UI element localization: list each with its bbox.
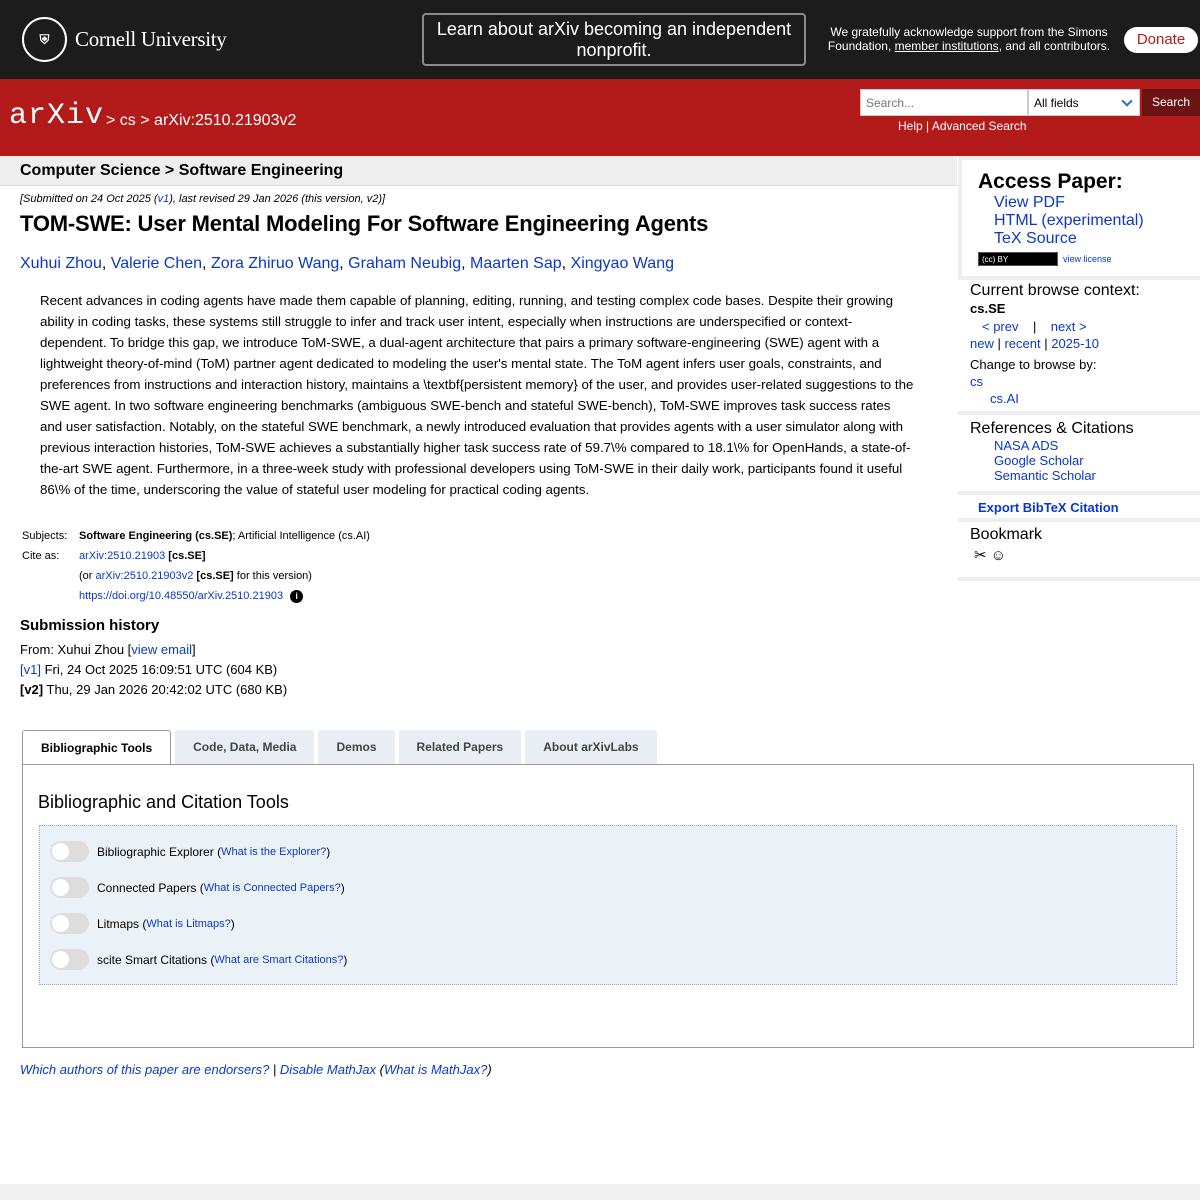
- litmaps-toggle[interactable]: [50, 913, 89, 934]
- tools-heading: Bibliographic and Citation Tools: [38, 792, 289, 812]
- info-icon[interactable]: i: [290, 590, 303, 603]
- v2-tag: [v2]: [20, 682, 44, 697]
- google-scholar-link[interactable]: Google Scholar: [994, 453, 1084, 468]
- cite2-tag: [cs.SE]: [196, 570, 234, 582]
- submission-history-heading: Submission history: [20, 617, 160, 634]
- tab-bibliographic-tools[interactable]: Bibliographic Tools: [22, 730, 171, 765]
- references-box: [958, 415, 1200, 491]
- tex-source-link[interactable]: TeX Source: [994, 230, 1077, 247]
- bookmark-heading: Bookmark: [970, 526, 1043, 543]
- references-heading: References & Citations: [970, 420, 1134, 437]
- member-institutions-link[interactable]: member institutions: [894, 39, 999, 53]
- author-link[interactable]: Xingyao Wang: [570, 255, 674, 272]
- cite-id-link[interactable]: arXiv:2510.21903: [79, 550, 166, 562]
- tab-related-papers[interactable]: Related Papers: [399, 730, 522, 764]
- tab-about-arxivlabs[interactable]: About arXivLabs: [525, 730, 656, 764]
- paper-metadata: [22, 526, 370, 606]
- view-email-link[interactable]: view email: [131, 642, 192, 657]
- search-button[interactable]: Search: [1142, 89, 1200, 116]
- search-input[interactable]: Search...: [860, 89, 1028, 116]
- tab-demos[interactable]: Demos: [318, 730, 394, 764]
- submission-dateline: [20, 193, 385, 205]
- html-link[interactable]: HTML (experimental): [994, 212, 1144, 229]
- cite-label: Cite as:: [22, 550, 60, 562]
- donate-button[interactable]: Donate: [1124, 27, 1198, 53]
- tab-code-data-media[interactable]: Code, Data, Media: [175, 730, 314, 764]
- export-bibtex-link[interactable]: Export BibTeX Citation: [978, 500, 1119, 515]
- access-paper-box: [962, 160, 1200, 276]
- nonprofit-banner[interactable]: Learn about arXiv becoming an independent nonprofit.: [422, 13, 806, 66]
- tool-label: Bibliographic Explorer: [97, 844, 214, 859]
- dateline-pre: [Submitted on 24 Oct 2025 (: [20, 193, 158, 205]
- browse-context-box: Current browse context: cs.SE < prev | next > new | recent | 2025-10 Change to browse by: cs cs.AI: [958, 280, 1200, 411]
- help-links: Help | Advanced Search: [898, 119, 1027, 133]
- disable-mathjax-link[interactable]: Disable MathJax: [279, 1062, 377, 1077]
- tool-help-link[interactable]: What are Smart Citations?: [214, 953, 344, 966]
- help-link[interactable]: Help: [898, 119, 923, 133]
- advanced-search-link[interactable]: Advanced Search: [931, 119, 1027, 133]
- cite-tag: [cs.SE]: [168, 550, 206, 562]
- cc-license-icon[interactable]: (cc) BY: [978, 252, 1058, 266]
- view-pdf-link[interactable]: View PDF: [994, 194, 1065, 211]
- author-link[interactable]: Xuhui Zhou: [20, 255, 102, 272]
- bibsonomy-icon[interactable]: ✂: [974, 547, 987, 564]
- prev-link[interactable]: < prev: [982, 319, 1019, 334]
- v2-date: Thu, 29 Jan 2026 20:42:02 UTC (680 KB): [43, 682, 288, 697]
- view-license-link[interactable]: view license: [1063, 254, 1112, 264]
- access-paper-heading: Access Paper:: [978, 170, 1123, 193]
- labs-tabs: [22, 730, 661, 765]
- tool-label: Litmaps: [97, 916, 140, 931]
- semantic-scholar-link[interactable]: Semantic Scholar: [994, 468, 1096, 483]
- what-is-mathjax-link[interactable]: What is MathJax?: [383, 1062, 488, 1077]
- cite2-id-link[interactable]: arXiv:2510.21903v2: [95, 570, 194, 582]
- crumb-sep: >: [140, 112, 150, 129]
- abstract: Recent advances in coding agents have made them capable of planning, editing, running, and testing complex code bases. Despite their growing ability in coding tasks, these systems still struggle to infer and track user intent, especially when instructions are underspecified or context-dependent. To bridge this gap, we introduce ToM-SWE, a dual-agent architecture that pairs a primary software-engineering (SWE) agent with a lightweight theory-of-mind (ToM) partner agent dedicated to modeling the user's mental state. The ToM agent infers user goals, constraints, and preferences from instructions and interaction history, maintains a \textbf{persistent memory} of the user, and provides user-related suggestions to the SWE agent. In two software engineering benchmarks (ambiguous SWE-bench and stateful SWE-bench), ToM-SWE improves task success rates and user satisfaction. Notably, on the stateful SWE benchmark, a newly introduced evaluation that provides agents with a user simulator along with previous interaction histories, ToM-SWE achieves a substantially higher task success rate of 59.7\% compared to 18.1\% for OpenHands, a state-of-the-art SWE agent. Furthermore, in a three-week study with professional developers using ToM-SWE in their daily work, participants found it useful 86\% of the time, underscoring the value of stateful user modeling for practical coding agents.: [40, 293, 914, 497]
- search-field-value: All fields: [1034, 96, 1079, 110]
- tool-row: scite Smart Citations ( What are Smart Citations? ): [50, 949, 347, 970]
- next-link[interactable]: next >: [1050, 319, 1087, 334]
- recent-link[interactable]: recent: [1004, 336, 1041, 351]
- ack-text: We gratefully acknowledge support from the Simons Foundation,: [827, 25, 1108, 53]
- cornell-seal-icon: ⛨: [22, 17, 67, 62]
- new-link[interactable]: new: [970, 336, 994, 351]
- nasa-ads-link[interactable]: NASA ADS: [994, 438, 1059, 453]
- v1-date: Fri, 24 Oct 2025 16:09:51 UTC (604 KB): [40, 662, 278, 677]
- submission-history: [20, 640, 287, 700]
- author-link[interactable]: Maarten Sap: [470, 255, 562, 272]
- author-list: Xuhui Zhou, Valerie Chen, Zora Zhiruo Wang, Graham Neubig, Maarten Sap, Xingyao Wang: [20, 255, 674, 272]
- subjects-label: Subjects:: [22, 530, 68, 542]
- browse-context-value: cs.SE: [970, 301, 1006, 316]
- tool-help-link[interactable]: What is Connected Papers?: [203, 881, 341, 894]
- author-link[interactable]: Valerie Chen: [110, 255, 203, 272]
- bibliographic-explorer-toggle[interactable]: [50, 841, 89, 862]
- subject-bar: [0, 156, 957, 186]
- subject-bar-text: Computer Science > Software Engineering: [20, 162, 344, 179]
- tool-label: Connected Papers: [97, 880, 197, 895]
- arxiv-logo[interactable]: arXiv: [9, 99, 105, 133]
- doi-link[interactable]: https://doi.org/10.48550/arXiv.2510.21903: [79, 590, 284, 602]
- tool-row: Connected Papers ( What is Connected Papers? ): [50, 877, 345, 898]
- dateline-post: ), last revised 29 Jan 2026 (this version, v2)]: [169, 193, 386, 205]
- browse-cs-link[interactable]: cs: [970, 374, 983, 389]
- tool-help-link[interactable]: What is the Explorer?: [221, 845, 327, 858]
- crumb-cs-link[interactable]: cs: [119, 112, 136, 129]
- footer-links: Which authors of this paper are endorsers? | Disable MathJax (What is MathJax?): [20, 1062, 492, 1077]
- from-close: ]: [191, 642, 196, 657]
- bibtex-box: [958, 495, 1200, 518]
- author-link[interactable]: Zora Zhiruo Wang: [210, 255, 340, 272]
- ack-text-end: , and all contributors.: [998, 39, 1111, 53]
- cite2-post: for this version): [233, 570, 312, 582]
- reddit-icon[interactable]: ☺: [990, 547, 1007, 564]
- page-footer-strip: [0, 1184, 1200, 1200]
- chevron-down-icon: [1121, 95, 1132, 106]
- month-link[interactable]: 2025-10: [1051, 336, 1099, 351]
- tool-label: scite Smart Citations: [97, 952, 208, 967]
- search-field-select[interactable]: [1028, 89, 1140, 116]
- tool-row: Litmaps ( What is Litmaps? ): [50, 913, 235, 934]
- tool-row: Bibliographic Explorer ( What is the Explorer? ): [50, 841, 330, 862]
- crumb-paper-id: arXiv:2510.21903v2: [154, 112, 297, 129]
- prev-next-separator: |: [1032, 319, 1037, 334]
- primary-subject: Software Engineering (cs.SE): [79, 530, 233, 542]
- other-subjects: ; Artificial Intelligence (cs.AI): [232, 530, 370, 542]
- acknowledgement: [816, 25, 1122, 53]
- browse-csai-link[interactable]: cs.AI: [990, 391, 1019, 406]
- breadcrumb: [106, 112, 296, 130]
- endorsers-link[interactable]: Which authors of this paper are endorsers?: [20, 1062, 270, 1077]
- scite-toggle[interactable]: [50, 949, 89, 970]
- tool-help-link[interactable]: What is Litmaps?: [146, 917, 231, 930]
- crumb-sep: >: [106, 112, 116, 129]
- change-browse-label: Change to browse by:: [970, 357, 1097, 372]
- cornell-name: Cornell University: [75, 27, 227, 51]
- author-link[interactable]: Graham Neubig: [348, 255, 462, 272]
- cornell-logo[interactable]: [22, 17, 227, 62]
- dateline-v1-link[interactable]: v1: [157, 193, 170, 205]
- browse-context-heading: Current browse context:: [970, 282, 1140, 299]
- paper-title: TOM-SWE: User Mental Modeling For Software Engineering Agents: [20, 211, 709, 236]
- bookmark-box: [958, 522, 1200, 577]
- v1-link[interactable]: [v1]: [20, 662, 41, 677]
- connected-papers-toggle[interactable]: [50, 877, 89, 898]
- cite2-pre: (or: [79, 570, 96, 582]
- from-label: From: Xuhui Zhou [: [20, 642, 132, 657]
